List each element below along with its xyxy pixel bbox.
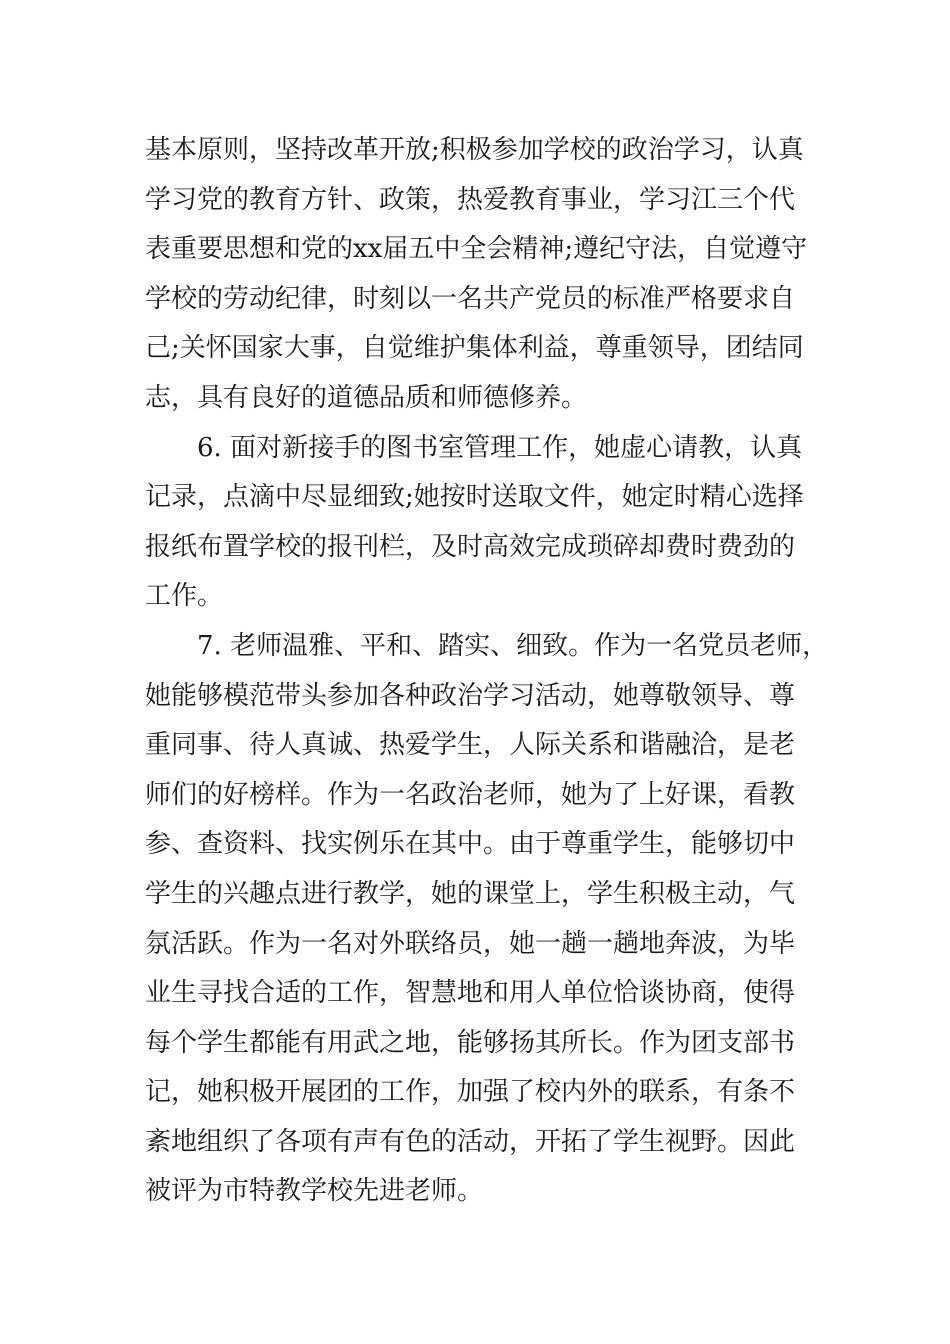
text-line: 师们的好榜样。作为一名政治老师，她为了上好课，看教	[145, 779, 796, 810]
text-line: 她能够模范带头参加各种政治学习活动，她尊敬领导、尊	[145, 680, 796, 711]
text-line: 表重要思想和党的xx届五中全会精神;遵纪守法，自觉遵守	[145, 234, 808, 265]
text-line: 6. 面对新接手的图书室管理工作，她虚心请教，认真	[197, 432, 803, 463]
text-line: 记录，点滴中尽显细致;她按时送取文件，她定时精心选择	[145, 482, 804, 513]
text-line: 7. 老师温雅、平和、踏实、细致。作为一名党员老师，	[197, 630, 829, 661]
text-line: 报纸布置学校的报刊栏，及时高效完成琐碎却费时费劲的	[145, 531, 796, 562]
text-line: 参、查资料、找实例乐在其中。由于尊重学生，能够切中	[145, 829, 796, 860]
text-line: 工作。	[145, 581, 224, 612]
text-line: 氛活跃。作为一名对外联络员，她一趟一趟地奔波，为毕	[145, 928, 796, 959]
text-line: 记，她积极开展团的工作，加强了校内外的联系，有条不	[145, 1077, 796, 1108]
text-line: 重同事、待人真诚、热爱学生，人际关系和谐融洽，是老	[145, 730, 796, 761]
text-line: 紊地组织了各项有声有色的活动，开拓了学生视野。因此	[145, 1126, 796, 1157]
text-line: 业生寻找合适的工作，智慧地和用人单位恰谈协商，使得	[145, 978, 796, 1009]
text-line: 基本原则，坚持改革开放;积极参加学校的政治学习，认真	[145, 135, 804, 165]
text-line: 志，具有良好的道德品质和师德修养。	[145, 382, 588, 413]
text-line: 学校的劳动纪律，时刻以一名共产党员的标准严格要求自	[145, 283, 796, 314]
text-line: 学生的兴趣点进行教学，她的课堂上，学生积极主动，气	[145, 878, 796, 909]
text-line: 每个学生都能有用武之地，能够扬其所长。作为团支部书	[145, 1027, 796, 1058]
text-line: 学习党的教育方针、政策，热爱教育事业，学习江三个代	[145, 184, 796, 215]
document-body	[145, 126, 835, 1217]
text-line: 己;关怀国家大事，自觉维护集体利益，尊重领导，团结同	[145, 333, 804, 364]
text-line: 被评为市特教学校先进老师。	[145, 1176, 484, 1207]
